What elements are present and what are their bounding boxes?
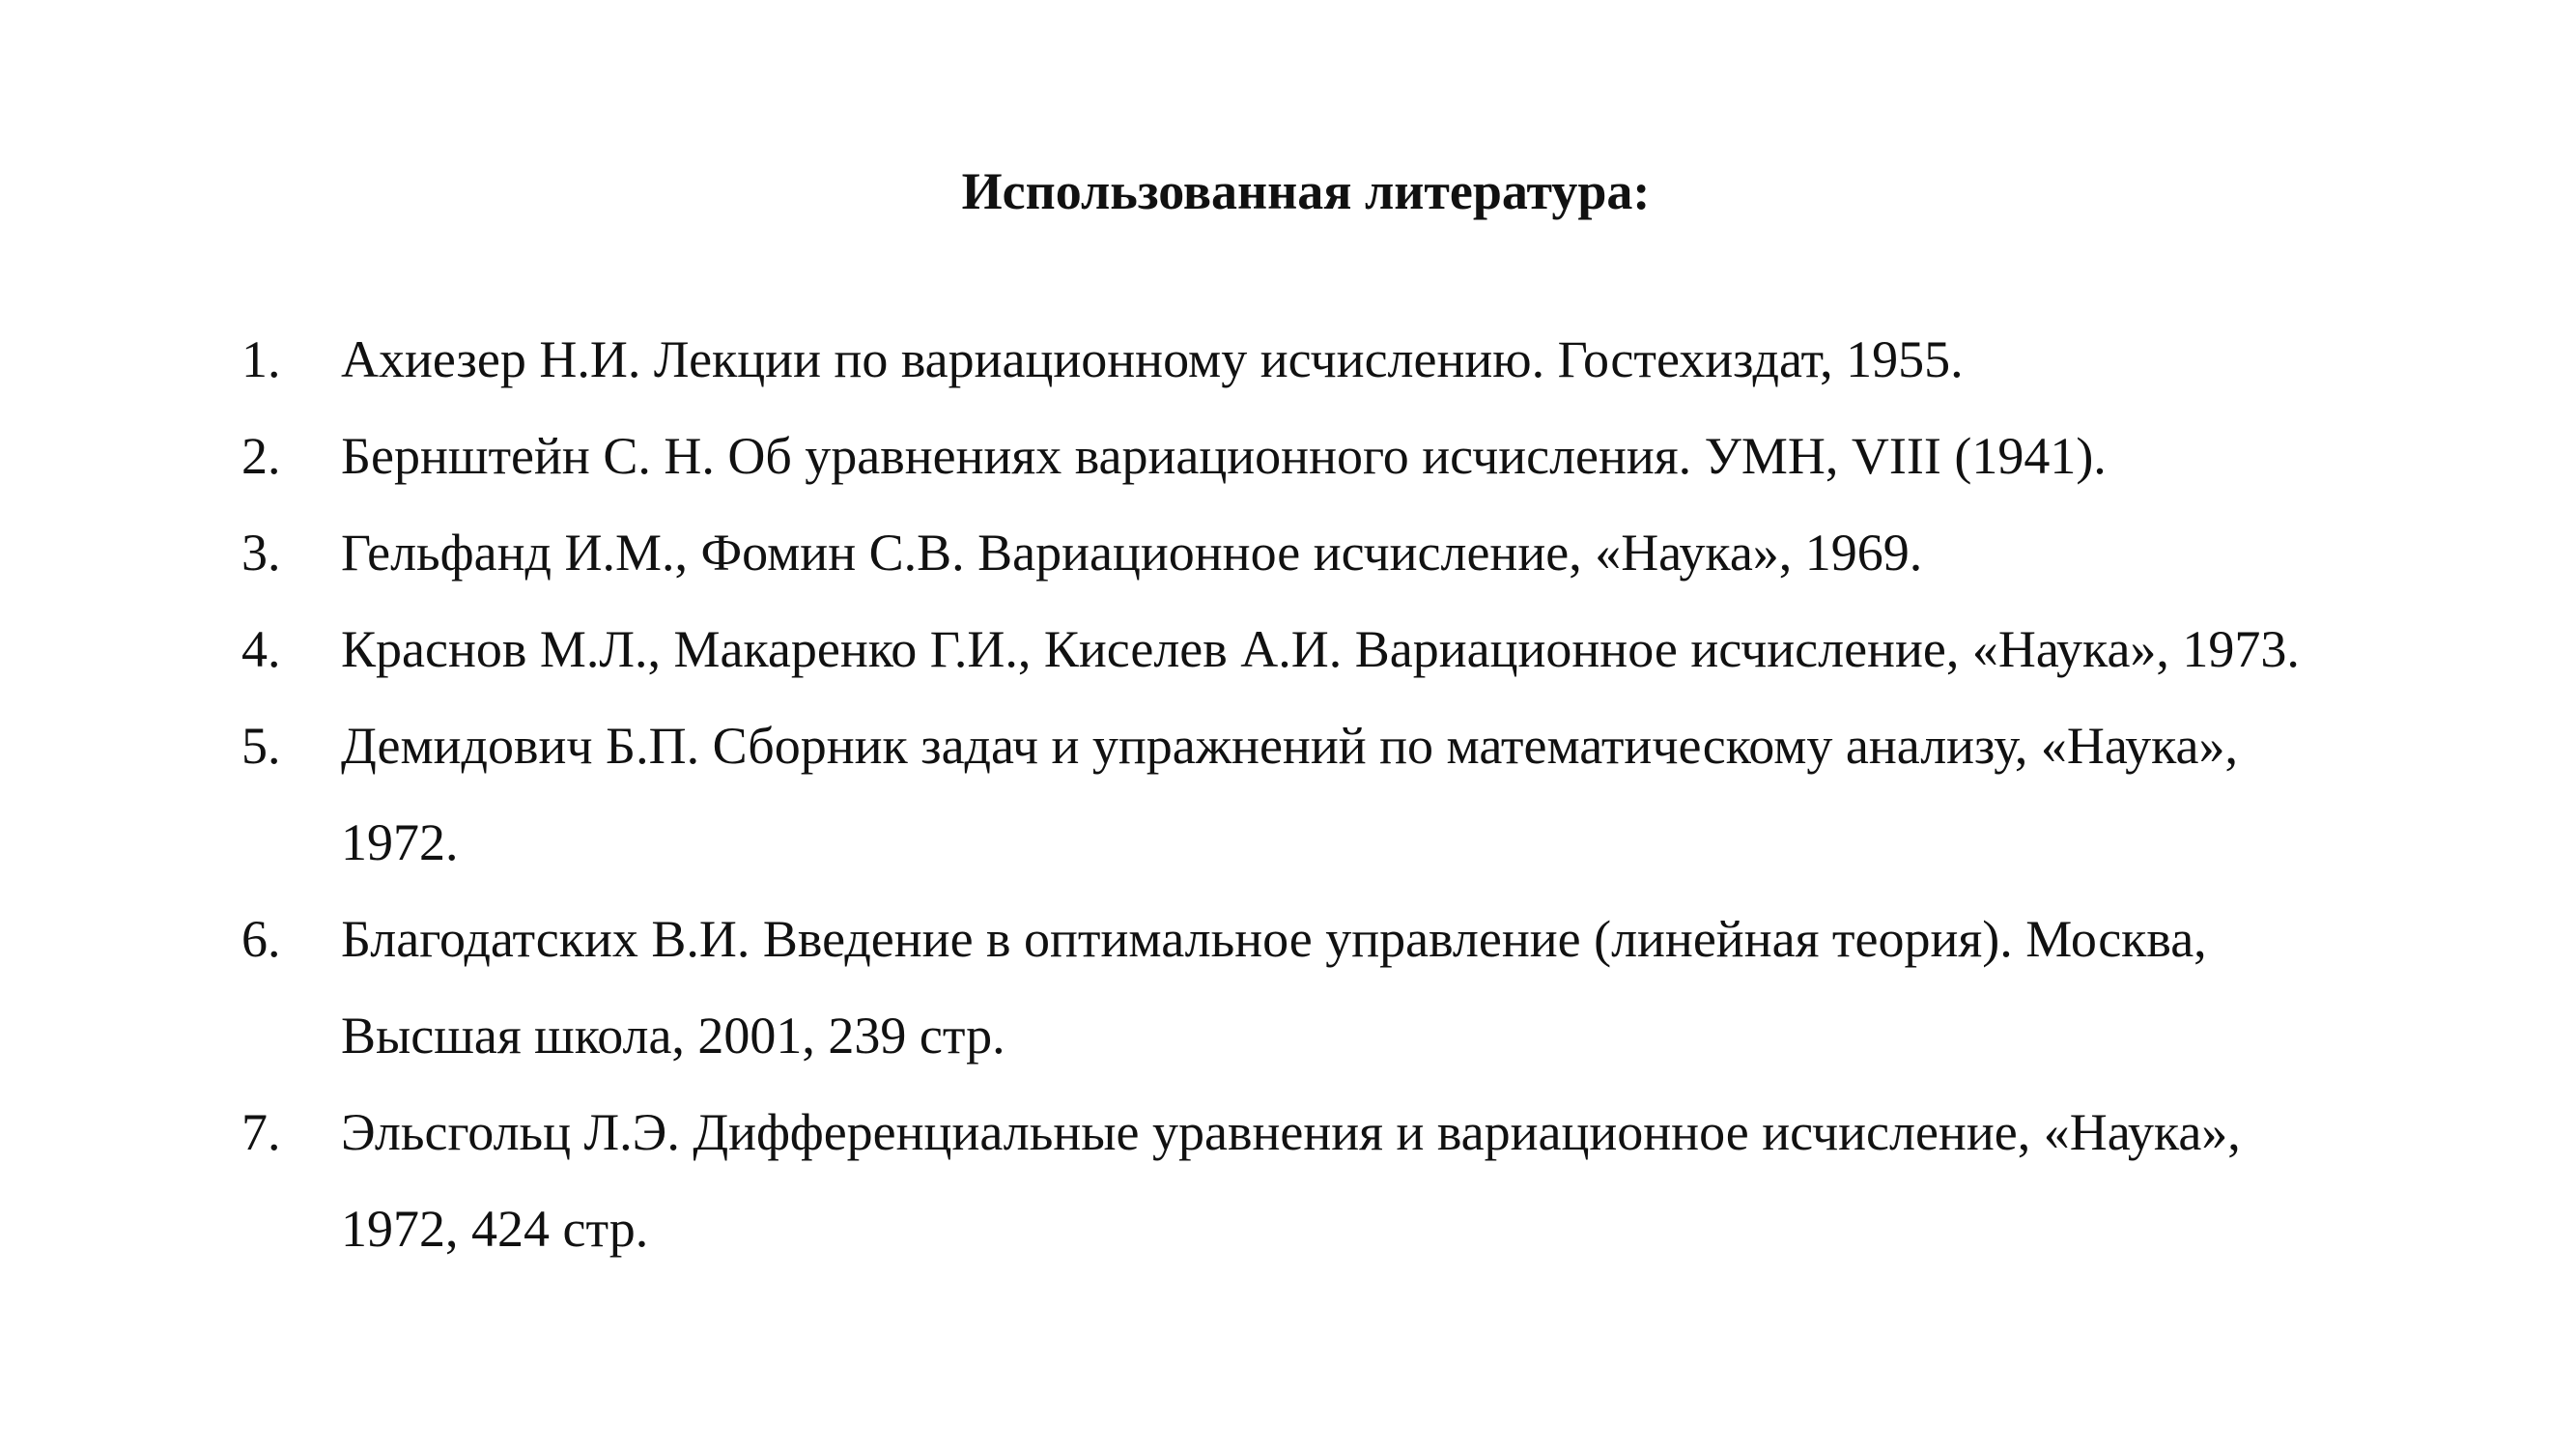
list-item-text	[341, 891, 2482, 1084]
list-item	[241, 697, 2482, 891]
list-item-number: 5.	[241, 717, 281, 775]
list-item-text	[341, 504, 2482, 601]
list-item-line: Гельфанд И.М., Фомин С.В. Вариационное исчисление, «Наука», 1969.	[341, 524, 1923, 582]
list-item-number: 4.	[241, 620, 281, 678]
list-item-text	[341, 1084, 2482, 1277]
list-item-text	[341, 408, 2482, 504]
list-item-text	[341, 311, 2482, 408]
list-item-line: 1972.	[341, 813, 459, 871]
list-item-line: Краснов М.Л., Макаренко Г.И., Киселев А.И. Вариационное исчисление, «Наука», 1973.	[341, 620, 2300, 678]
list-item	[241, 311, 2482, 408]
list-item-number: 2.	[241, 427, 281, 485]
list-item-line: Благодатских В.И. Введение в оптимальное управление (линейная теория). Москва,	[341, 910, 2207, 968]
list-item-number: 1.	[241, 330, 281, 388]
page-title: Использованная литература:	[961, 162, 1651, 220]
list-item-text	[341, 697, 2482, 891]
list-item	[241, 891, 2482, 1084]
list-item-text	[341, 601, 2482, 697]
list-item-number: 7.	[241, 1103, 281, 1161]
list-item-line: Бернштейн С. Н. Об уравнениях вариационного исчисления. УМН, VIII (1941).	[341, 427, 2107, 485]
list-item-line: Ахиезер Н.И. Лекции по вариационному исчислению. Гостехиздат, 1955.	[341, 330, 1964, 388]
list-item-line: Эльсгольц Л.Э. Дифференциальные уравнения и вариационное исчисление, «Наука»,	[341, 1103, 2241, 1161]
list-item	[241, 504, 2482, 601]
list-item	[241, 1084, 2482, 1277]
list-item	[241, 601, 2482, 697]
reference-list	[241, 311, 2482, 1277]
list-item-number: 3.	[241, 524, 281, 582]
list-item-line: 1972, 424 стр.	[341, 1200, 649, 1258]
list-item	[241, 408, 2482, 504]
list-item-line: Высшая школа, 2001, 239 стр.	[341, 1007, 1005, 1065]
list-item-line: Демидович Б.П. Сборник задач и упражнений по математическому анализу, «Наука»,	[341, 717, 2238, 775]
list-item-number: 6.	[241, 910, 281, 968]
